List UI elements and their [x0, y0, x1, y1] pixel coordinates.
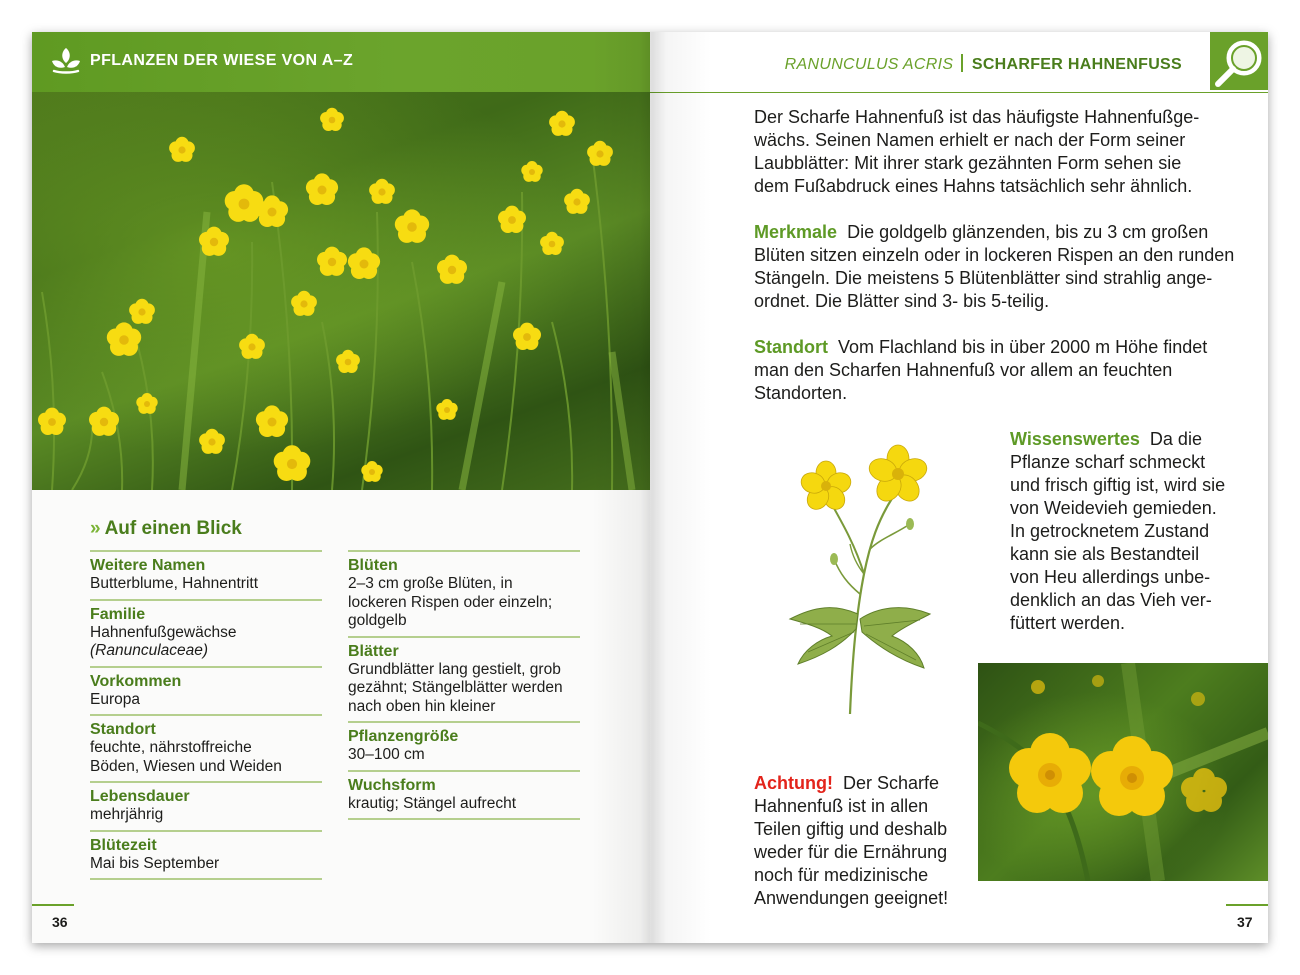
fact-value: gezähnt; Stängelblätter werden [348, 679, 563, 696]
chevron-double-right-icon: » [90, 518, 97, 539]
magnifier-badge [1210, 32, 1268, 90]
fact-value: Butterblume, Hahnentritt [90, 575, 259, 592]
text-line: Blüten sitzen einzeln oder in lockeren Rispen an den runden [754, 245, 1235, 265]
text-line: denklich an das Vieh ver- [1010, 590, 1212, 610]
right-header [650, 32, 1268, 93]
fact-value: 2–3 cm große Blüten, in [348, 575, 513, 592]
text-line-content: Vom Flachland bis in über 2000 m Höhe findet [838, 337, 1208, 357]
text-line: Hahnenfuß ist in allen [754, 796, 929, 816]
text-line: von Heu allerdings unbe- [1010, 567, 1211, 587]
text-line [1010, 428, 1225, 451]
species-heading [785, 54, 1182, 74]
section-title: PFLANZEN DER WIESE VON A–Z [90, 52, 354, 69]
text-line-content: Da die [1149, 429, 1202, 449]
fact-value: krautig; Stängel aufrecht [348, 794, 517, 812]
divider [90, 878, 322, 880]
meadow-photo-art [32, 92, 650, 490]
fact-value: lockeren Rispen oder einzeln; [348, 593, 553, 611]
fact-item [348, 770, 580, 819]
wissenswertes-label: Wissenswertes [1010, 429, 1140, 449]
buttercup-closeup-photo [978, 663, 1268, 881]
magnifier-icon [1214, 36, 1268, 90]
common-species-name: SCHARFER HAHNENFUSS [971, 56, 1182, 73]
text-line: Anwendungen geeignet! [754, 888, 949, 908]
text-line: und frisch giftig ist, wird sie [1010, 475, 1226, 495]
achtung-paragraph [754, 772, 948, 910]
text-line [754, 772, 948, 795]
page-number-rule [32, 904, 74, 906]
text-line-content: Der Scharfe [843, 773, 940, 793]
left-header [32, 32, 650, 92]
fact-label: Familie [90, 605, 146, 623]
text-line: man den Scharfen Hahnenfuß vor allem an feuchten [754, 360, 1173, 380]
page-number-left: 36 [52, 914, 68, 930]
fact-value-latin [90, 642, 322, 661]
text-line: noch für medizinische [754, 865, 929, 885]
text-line-content: Die goldgelb glänzenden, bis zu 3 cm großen [847, 222, 1209, 242]
fact-item [90, 599, 322, 666]
book-spread [32, 32, 1268, 943]
text-line: Der Scharfe Hahnenfuß ist das häufigste Hahnenfußge- [754, 107, 1200, 127]
left-page [32, 32, 650, 943]
at-a-glance-title: Auf einen Blick [104, 518, 242, 539]
latin-species-name: RANUNCULUS ACRIS [784, 56, 954, 73]
intro-paragraph [754, 106, 1199, 198]
text-line: Pflanze scharf schmeckt [1010, 452, 1206, 472]
buttercup-meadow-photo [32, 92, 650, 490]
buttercup-botanical-illustration [760, 424, 960, 724]
merkmale-paragraph [754, 221, 1234, 313]
text-line: füttert werden. [1010, 613, 1126, 633]
fact-item [90, 781, 322, 830]
text-line: Teilen giftig und deshalb [754, 819, 948, 839]
fact-item [348, 550, 580, 636]
fact-value: mehrjährig [90, 806, 164, 823]
fact-value: Mai bis September [90, 854, 220, 872]
header-separator [961, 54, 963, 72]
text-line: Stängeln. Die meistens 5 Blütenblätter sind strahlig ange- [754, 268, 1213, 288]
fact-value: Böden, Wiesen und Weiden [90, 757, 282, 775]
fact-value: 30–100 cm [348, 746, 425, 763]
fact-item [90, 830, 322, 879]
fact-label: Lebensdauer [90, 788, 190, 805]
text-line: dem Fußabdruck eines Hahns tatsächlich sehr ähnlich. [754, 176, 1193, 196]
fact-value: Grundblätter lang gestielt, grob [348, 660, 561, 678]
merkmale-label: Merkmale [754, 222, 838, 242]
divider [348, 818, 580, 820]
fact-value: Hahnenfußgewächse [90, 623, 237, 641]
closeup-photo-art [978, 663, 1268, 881]
fact-label: Blätter [348, 642, 399, 660]
fact-item [348, 636, 580, 722]
fact-item [90, 666, 322, 715]
fact-item [90, 714, 322, 781]
achtung-label: Achtung! [754, 773, 833, 793]
fact-item [90, 550, 322, 599]
at-a-glance-heading [90, 518, 242, 540]
fact-label: Pflanzengröße [348, 728, 459, 745]
text-line: weder für die Ernährung [754, 842, 948, 862]
text-line: kann sie als Bestandteil [1010, 544, 1200, 564]
right-page [650, 32, 1268, 943]
fact-label: Wuchsform [348, 776, 436, 794]
page-number-right: 37 [1237, 914, 1253, 930]
text-line: von Weidevieh gemieden. [1010, 498, 1217, 518]
facts-column-left [90, 550, 322, 880]
fact-label: Blüten [348, 557, 398, 574]
fact-label: Blütezeit [90, 836, 157, 854]
fact-value: feuchte, nährstoffreiche [90, 739, 252, 756]
latin-family-name: (Ranunculaceae) [90, 642, 209, 659]
text-line [754, 336, 1207, 359]
facts-column-right [348, 550, 580, 820]
text-line: wächs. Seinen Namen erhielt er nach der Form seiner [754, 130, 1186, 150]
fact-item [348, 721, 580, 770]
text-line [754, 221, 1234, 244]
wissenswertes-paragraph [1010, 428, 1225, 635]
text-line: Standorten. [754, 383, 848, 403]
page-number-rule [1226, 904, 1268, 906]
text-line: Laubblätter: Mit ihrer stark gezähnten Form sehen sie [754, 153, 1182, 173]
text-line: In getrocknetem Zustand [1010, 521, 1210, 541]
text-line: ordnet. Die Blätter sind 3- bis 5-teilig. [754, 291, 1050, 311]
fact-label: Vorkommen [90, 672, 182, 690]
standort-paragraph [754, 336, 1207, 405]
fact-label: Standort [90, 721, 156, 738]
leaf-icon [50, 46, 82, 78]
fact-value: nach oben hin kleiner [348, 697, 496, 715]
fact-value: Europa [90, 690, 140, 708]
fact-label: Weitere Namen [90, 557, 206, 574]
fact-value: goldgelb [348, 612, 407, 629]
standort-label: Standort [754, 337, 828, 357]
